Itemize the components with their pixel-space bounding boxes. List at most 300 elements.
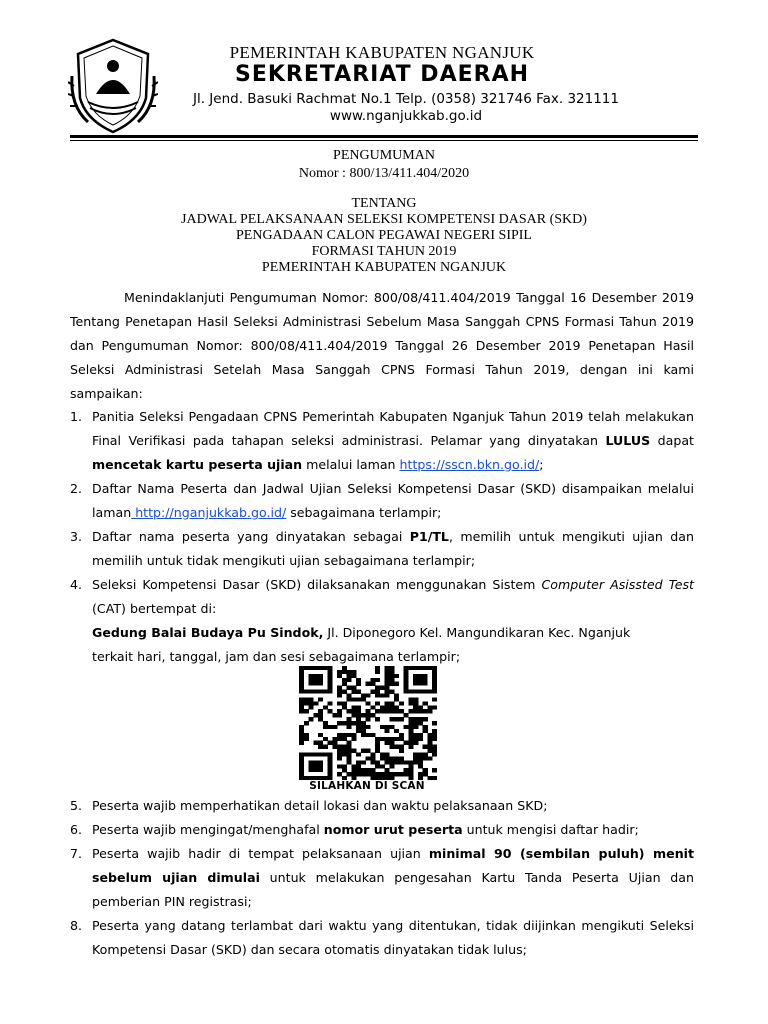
qr-module [432, 745, 437, 749]
qr-module [337, 721, 342, 725]
qr-module [361, 749, 366, 753]
office-website: www.nganjukkab.go.id [329, 108, 483, 124]
item-text: Peserta wajib memperhatikan detail lokasi dan waktu pelaksanaan SKD; [92, 798, 548, 813]
qr-module [299, 705, 304, 709]
qr-module [347, 697, 352, 701]
qr-module [408, 701, 413, 705]
qr-module [370, 713, 375, 717]
qr-module [309, 697, 314, 701]
qr-module [366, 725, 371, 729]
qr-module [375, 741, 380, 745]
qr-module [370, 756, 375, 760]
qr-module [323, 725, 328, 729]
qr-module [347, 678, 352, 682]
qr-module [394, 694, 399, 698]
qr-module [375, 670, 380, 674]
qr-module [347, 741, 352, 745]
item-text: Daftar Nama Peserta dan Jadwal Ujian Seleksi Kompetensi Dasar (SKD) disampaikan melalui laman [92, 481, 694, 520]
qr-module [351, 768, 356, 772]
item-text: terkait hari, tanggal, jam dan sesi sebagaimana terlampir; [92, 649, 461, 664]
qr-module [309, 717, 314, 721]
qr-module [361, 721, 366, 725]
qr-module [361, 729, 366, 733]
qr-module [385, 768, 390, 772]
qr-module [337, 709, 342, 713]
office-address: Jl. Jend. Basuki Rachmat No.1 Telp. (0358) 321746 Fax. 321111 [192, 91, 619, 107]
qr-module [385, 752, 390, 756]
qr-module [366, 768, 371, 772]
qr-module [432, 737, 437, 741]
qr-code[interactable] [299, 666, 437, 780]
qr-module [309, 674, 323, 686]
qr-module [337, 749, 342, 753]
qr-module [323, 705, 328, 709]
qr-module [385, 737, 390, 741]
regency-emblem-logo [68, 36, 158, 136]
qr-module [318, 733, 323, 737]
qr-module [404, 713, 409, 717]
qr-module [342, 670, 347, 674]
qr-module [423, 745, 428, 749]
qr-module [408, 729, 413, 733]
qr-module [423, 725, 428, 729]
qr-module [385, 686, 390, 690]
qr-module [408, 717, 413, 721]
qr-module [356, 709, 361, 713]
qr-module [385, 678, 390, 682]
qr-module [389, 745, 394, 749]
qr-module [389, 670, 394, 674]
qr-module [394, 697, 399, 701]
qr-module [408, 760, 413, 764]
qr-module [361, 760, 366, 764]
qr-module [408, 745, 413, 749]
qr-module [347, 772, 352, 776]
qr-module [361, 725, 366, 729]
item-number: 6. [70, 822, 83, 837]
qr-module [423, 752, 428, 756]
qr-module [408, 741, 413, 745]
subject-line: PEMERINTAH KABUPATEN NGANJUK [261, 260, 507, 275]
qr-module [299, 729, 304, 733]
qr-module [413, 737, 418, 741]
intro-paragraph [70, 286, 694, 406]
qr-module [385, 709, 390, 713]
qr-module [318, 709, 323, 713]
qr-module [418, 756, 423, 760]
qr-module [370, 682, 375, 686]
qr-module [299, 737, 304, 741]
qr-module [337, 737, 342, 741]
qr-module [399, 772, 404, 776]
qr-module [351, 749, 356, 753]
qr-module [361, 697, 366, 701]
qr-caption: SILAHKAN DI SCAN [309, 780, 425, 792]
sscn-link[interactable]: https://sscn.bkn.go.id/ [399, 457, 540, 472]
qr-module [366, 682, 371, 686]
qr-module [380, 694, 385, 698]
qr-module [399, 760, 404, 764]
qr-module [423, 729, 428, 733]
list-item [70, 842, 694, 914]
qr-module [342, 745, 347, 749]
intro-text: Menindaklanjuti Pengumuman Nomor: 800/08/411.404/2019 Tanggal 16 Desember 2019 Tentang Penetapan Hasil Seleksi Administrasi Sebelum Masa Sanggah CPNS Formasi Tahun 2019 dan Pengumuman Nomor: 800/08/411.404/2019 Tanggal 26 Desember 2019 Penetapan Hasil Seleksi Administrasi Setelah Masa Sanggah CPNS Formasi Tahun 2019, dengan ini kami sampaikan: [70, 290, 694, 401]
item-text: Peserta yang datang terlambat dari waktu yang ditentukan, tidak diijinkan mengikuti Seleksi Kompetensi Dasar (SKD) dan secara otomatis dinyatakan tidak lulus; [92, 918, 694, 957]
qr-module [347, 760, 352, 764]
item-text: Peserta wajib hadir di tempat pelaksanaan ujian [92, 846, 429, 861]
qr-module [375, 701, 380, 705]
qr-module [313, 713, 318, 717]
qr-module [342, 666, 347, 670]
qr-module [385, 701, 390, 705]
qr-module [356, 721, 361, 725]
qr-module [304, 737, 309, 741]
qr-module [342, 690, 347, 694]
qr-module [370, 690, 375, 694]
qr-module [337, 670, 342, 674]
list-item [70, 818, 694, 842]
qr-module [347, 670, 352, 674]
qr-module [318, 717, 323, 721]
qr-module [380, 737, 385, 741]
qr-module [408, 764, 413, 768]
item-bold: minimal 90 (sembilan puluh) menit sebelum ujian dimulai [92, 846, 694, 885]
government-name: PEMERINTAH KABUPATEN NGANJUK [229, 43, 535, 62]
qr-module [342, 737, 347, 741]
qr-module [323, 745, 328, 749]
qr-module [380, 764, 385, 768]
qr-module [313, 741, 318, 745]
qr-module [375, 709, 380, 713]
qr-module [394, 717, 399, 721]
qr-module [375, 694, 380, 698]
qr-module [318, 713, 323, 717]
qr-module [347, 752, 352, 756]
qr-module [432, 749, 437, 753]
qr-module [385, 670, 390, 674]
qr-module [408, 709, 413, 713]
qr-module [413, 741, 418, 745]
qr-module [380, 772, 385, 776]
qr-module [337, 745, 342, 749]
qr-module [423, 756, 428, 760]
qr-module [356, 678, 361, 682]
qr-module [394, 737, 399, 741]
qr-module [347, 756, 352, 760]
qr-module [389, 701, 394, 705]
qr-module [351, 772, 356, 776]
qr-module [337, 772, 342, 776]
qr-module [356, 705, 361, 709]
qr-module [332, 745, 337, 749]
qr-module [413, 756, 418, 760]
qr-module [385, 741, 390, 745]
qr-module [299, 701, 304, 705]
qr-module [342, 721, 347, 725]
qr-module [370, 752, 375, 756]
qr-module [328, 725, 333, 729]
qr-module [385, 729, 390, 733]
qr-module [418, 772, 423, 776]
qr-module [337, 701, 342, 705]
item-number: 8. [70, 918, 83, 933]
qr-module [366, 713, 371, 717]
qr-module [423, 768, 428, 772]
qr-module [375, 749, 380, 753]
qr-module [351, 690, 356, 694]
qr-module [399, 749, 404, 753]
item-bold: nomor urut peserta [323, 822, 463, 837]
item-text: ; [539, 457, 544, 472]
item-italic: Computer Asissted Test [541, 577, 694, 592]
item-text: sebagaimana terlampir; [286, 505, 442, 520]
qr-module [366, 701, 371, 705]
qr-module [337, 686, 342, 690]
qr-module [328, 701, 333, 705]
qr-module [337, 713, 342, 717]
qr-module [389, 772, 394, 776]
qr-module [356, 768, 361, 772]
qr-module [370, 768, 375, 772]
qr-module [375, 666, 380, 670]
qr-module [332, 741, 337, 745]
qr-module [404, 768, 409, 772]
qr-module [375, 745, 380, 749]
qr-module [380, 756, 385, 760]
qr-module [299, 697, 304, 701]
list-item [70, 477, 694, 525]
announcement-list-part-1 [70, 405, 694, 669]
item-text: Daftar nama peserta yang dinyatakan sebagai [92, 529, 410, 544]
qr-module [332, 737, 337, 741]
qr-module [366, 694, 371, 698]
qr-module [423, 772, 428, 776]
qr-module [313, 701, 318, 705]
qr-module [351, 721, 356, 725]
qr-module [418, 709, 423, 713]
qr-module [399, 709, 404, 713]
qr-module [361, 713, 366, 717]
qr-module [337, 756, 342, 760]
qr-module [366, 733, 371, 737]
qr-module [356, 752, 361, 756]
qr-module [408, 697, 413, 701]
item-text: melalui laman [302, 457, 400, 472]
qr-module [299, 741, 304, 745]
qr-module [366, 772, 371, 776]
qr-module [432, 752, 437, 756]
qr-module [342, 701, 347, 705]
item-number: 3. [70, 529, 83, 544]
qr-module [427, 737, 432, 741]
qr-module [413, 697, 418, 701]
qr-module [328, 741, 333, 745]
qr-module [375, 717, 380, 721]
qr-module [342, 768, 347, 772]
qr-module [337, 694, 342, 698]
qr-module [337, 690, 342, 694]
qr-module [342, 764, 347, 768]
qr-module [423, 709, 428, 713]
item-bold: mencetak kartu peserta ujian [92, 457, 303, 472]
list-item [70, 405, 694, 477]
qr-module [375, 772, 380, 776]
qr-module [394, 674, 399, 678]
letterhead-rule-thick [70, 135, 698, 138]
qr-module [427, 705, 432, 709]
qr-module [337, 674, 342, 678]
qr-module [389, 764, 394, 768]
qr-module [418, 705, 423, 709]
qr-module [342, 749, 347, 753]
qr-module [385, 666, 390, 670]
list-item [70, 914, 694, 962]
qr-module [309, 760, 323, 772]
qr-module [366, 709, 371, 713]
qr-module [418, 764, 423, 768]
qr-module [385, 694, 390, 698]
qr-module [423, 701, 428, 705]
qr-module [394, 709, 399, 713]
qr-module [304, 709, 309, 713]
qr-module [347, 733, 352, 737]
qr-module [385, 725, 390, 729]
qr-module [389, 666, 394, 670]
qr-module [432, 697, 437, 701]
qr-module [351, 705, 356, 709]
qr-module [332, 725, 337, 729]
qr-module [351, 697, 356, 701]
item-text: untuk mengisi daftar hadir; [462, 822, 639, 837]
qr-module [304, 697, 309, 701]
qr-module [370, 733, 375, 737]
letterhead-rule-thin [70, 140, 698, 141]
qr-module [389, 705, 394, 709]
qr-module [432, 733, 437, 737]
qr-module [356, 717, 361, 721]
qr-module [356, 729, 361, 733]
qr-module [413, 705, 418, 709]
qr-module [375, 678, 380, 682]
qr-module [375, 686, 380, 690]
qr-module [413, 760, 418, 764]
qr-module [389, 756, 394, 760]
qr-module [408, 733, 413, 737]
qr-module [404, 760, 409, 764]
qr-module [370, 760, 375, 764]
qr-module [418, 733, 423, 737]
qr-module [399, 733, 404, 737]
qr-module [413, 733, 418, 737]
qr-module [394, 745, 399, 749]
venue-address: Jl. Diponegoro Kel. Mangundikaran Kec. Nganjuk [323, 625, 631, 640]
qr-module [399, 745, 404, 749]
qr-module [385, 756, 390, 760]
qr-module [342, 678, 347, 682]
qr-module [347, 709, 352, 713]
qr-module [375, 690, 380, 694]
qr-module [413, 701, 418, 705]
qr-module [418, 717, 423, 721]
item-number: 1. [70, 409, 83, 424]
qr-module [399, 717, 404, 721]
qr-module [413, 721, 418, 725]
qr-module [380, 709, 385, 713]
qr-module [427, 709, 432, 713]
qr-module [375, 764, 380, 768]
qr-module [299, 733, 304, 737]
qr-module [356, 764, 361, 768]
qr-module [347, 721, 352, 725]
qr-module [342, 733, 347, 737]
qr-module [389, 709, 394, 713]
qr-module [418, 737, 423, 741]
list-item [70, 525, 694, 573]
qr-module [389, 717, 394, 721]
qr-module [304, 721, 309, 725]
qr-module [342, 682, 347, 686]
qr-module [347, 725, 352, 729]
qr-module [389, 760, 394, 764]
qr-module [432, 705, 437, 709]
qr-module [351, 709, 356, 713]
qr-module [356, 760, 361, 764]
qr-module [389, 678, 394, 682]
qr-module [309, 705, 314, 709]
qr-module [361, 694, 366, 698]
qr-module [418, 760, 423, 764]
item-text: untuk melakukan pengesahan Kartu Tanda Peserta Ujian dan pemberian PIN registrasi; [92, 870, 694, 909]
qr-module [404, 725, 409, 729]
qr-module [432, 721, 437, 725]
list-item [70, 573, 694, 669]
qr-module [394, 705, 399, 709]
qr-module [351, 737, 356, 741]
qr-module [370, 772, 375, 776]
qr-module [427, 741, 432, 745]
qr-module [309, 701, 314, 705]
announcement-number: Nomor : 800/13/411.404/2020 [298, 166, 470, 181]
qr-module [342, 705, 347, 709]
qr-module [375, 760, 380, 764]
qr-module [427, 733, 432, 737]
qr-module [351, 686, 356, 690]
list-item [70, 794, 694, 818]
item-number: 4. [70, 577, 83, 592]
qr-module [404, 741, 409, 745]
qr-module [380, 686, 385, 690]
qr-module [347, 749, 352, 753]
qr-module [394, 756, 399, 760]
qr-module [380, 705, 385, 709]
qr-module [380, 752, 385, 756]
qr-module [399, 701, 404, 705]
qr-module [318, 697, 323, 701]
qr-module [408, 721, 413, 725]
qr-module [351, 670, 356, 674]
qr-module [423, 717, 428, 721]
item-number: 5. [70, 798, 83, 813]
qr-module [323, 737, 328, 741]
qr-module [385, 772, 390, 776]
announcement-list-part-2 [70, 794, 694, 962]
qr-module [399, 756, 404, 760]
qr-module [427, 745, 432, 749]
item-text: (CAT) bertempat di: [92, 601, 217, 616]
qr-module [380, 725, 385, 729]
nganjukkab-link[interactable]: http://nganjukkab.go.id/ [131, 505, 287, 520]
qr-module [432, 729, 437, 733]
